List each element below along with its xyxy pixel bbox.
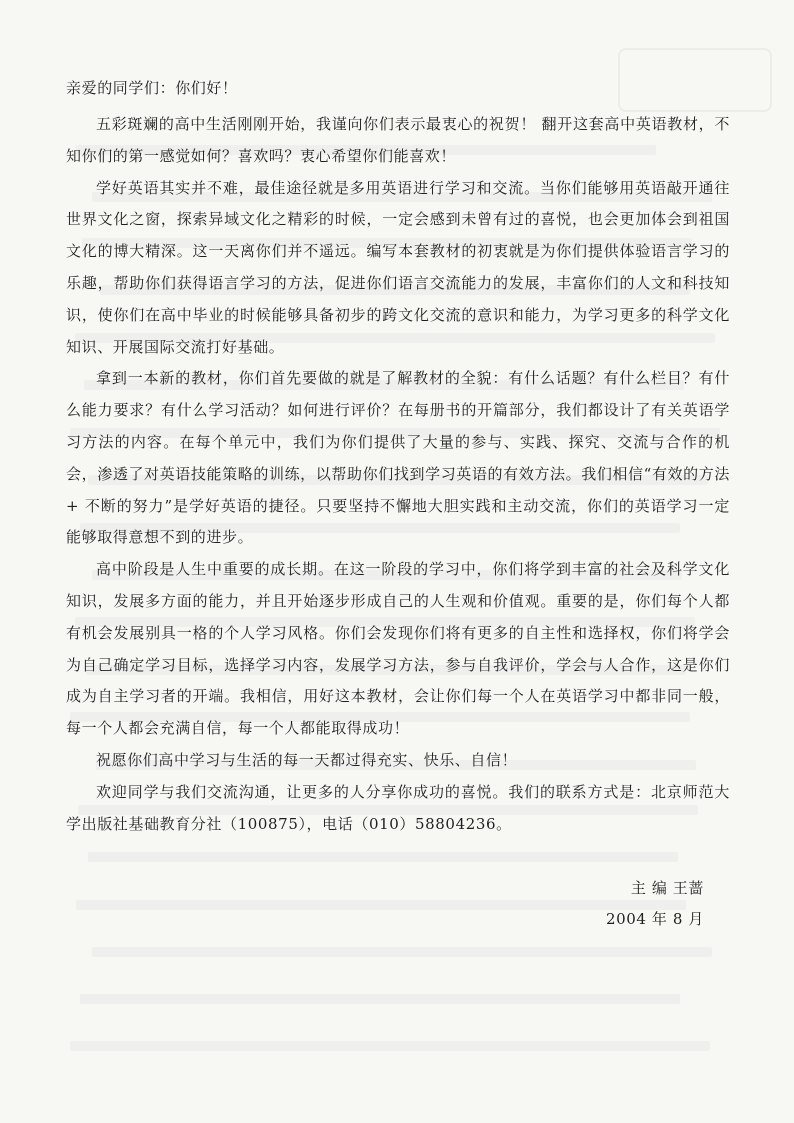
letter-greeting: 亲爱的同学们：你们好！ (66, 79, 238, 97)
show-through-line (88, 852, 678, 862)
letter-paragraph-4: 高中阶段是人生中重要的成长期。在这一阶段的学习中，你们将学到丰富的社会及科学文化知识，发展多方面的能力，并且开始逐步形成自己的人生观和价值观。重要的是，你们每个人都有机会发展别具一格的个人学习风格。你们会发现你们将有更多的自主性和选择权，你们将学会为自己确定学习目标，选择学习内容，发展学习方法，参与自我评价，学会与人合作，这是你们成为自主学习者的开端。我相信，用好这本教材，会让你们每一个人在英语学习中都非同一般，每一个人都会充满自信，每一个人都能取得成功！ (66, 560, 730, 738)
show-through-line (80, 994, 680, 1004)
letter-paragraph-5: 祝愿你们高中学习与生活的每一天都过得充实、快乐、自信！ (96, 750, 518, 769)
letter-signature (544, 873, 704, 935)
letter-paragraph-1: 五彩斑斓的高中生活刚刚开始，我谨向你们表示最衷心的祝贺！ 翻开这套高中英语教材，不知你们的第一感觉如何？喜欢吗？衷心希望你们能喜欢！ (66, 115, 730, 165)
show-through-line (70, 1041, 710, 1051)
letter-paragraph-2: 学好英语其实并不难，最佳途径就是多用英语进行学习和交流。当你们能够用英语敲开通往世界文化之窗，探索异域文化之精彩的时候，一定会感到未曾有过的喜悦，也会更加体会到祖国文化的博大精深。这一天离你们并不遥远。编写本套教材的初衷就是为你们提供体验语言学习的乐趣，帮助你们获得语言学习的方法，促进你们语言交流能力的发展，丰富你们的人文和科技知识，使你们在高中毕业的时候能够具备初步的跨文化交流的意识和能力，为学习更多的科学文化知识、开展国际交流打好基础。 (66, 178, 730, 356)
signature-date: 2004 年 8 月 (605, 910, 704, 928)
letter-paragraph-6: 欢迎同学与我们交流沟通，让更多的人分享你成功的喜悦。我们的联系方式是：北京师范大学出版社基础教育分社（100875），电话（010）58804236。 (66, 782, 730, 833)
letter-paragraph-3: 拿到一本新的教材，你们首先要做的就是了解教材的全貌：有什么话题？有什么栏目？有什么能力要求？有什么学习活动？如何进行评价？在每册书的开篇部分，我们都设计了有关英语学习方法的内容。在每个单元中，我们为你们提供了大量的参与、实践、探究、交流与合作的机会，渗透了对英语技能策略的训练，以帮助你们找到学习英语的有效方法。我们相信“有效的方法 + 不断的努力”是学好英语的捷径。只要坚持不懈地大胆实践和主动交流，你们的英语学习一定能够取得意想不到的进步。 (66, 369, 730, 547)
letter-content (66, 74, 730, 840)
signature-editor: 主 编 王蔷 (630, 879, 704, 897)
show-through-line (92, 947, 712, 957)
